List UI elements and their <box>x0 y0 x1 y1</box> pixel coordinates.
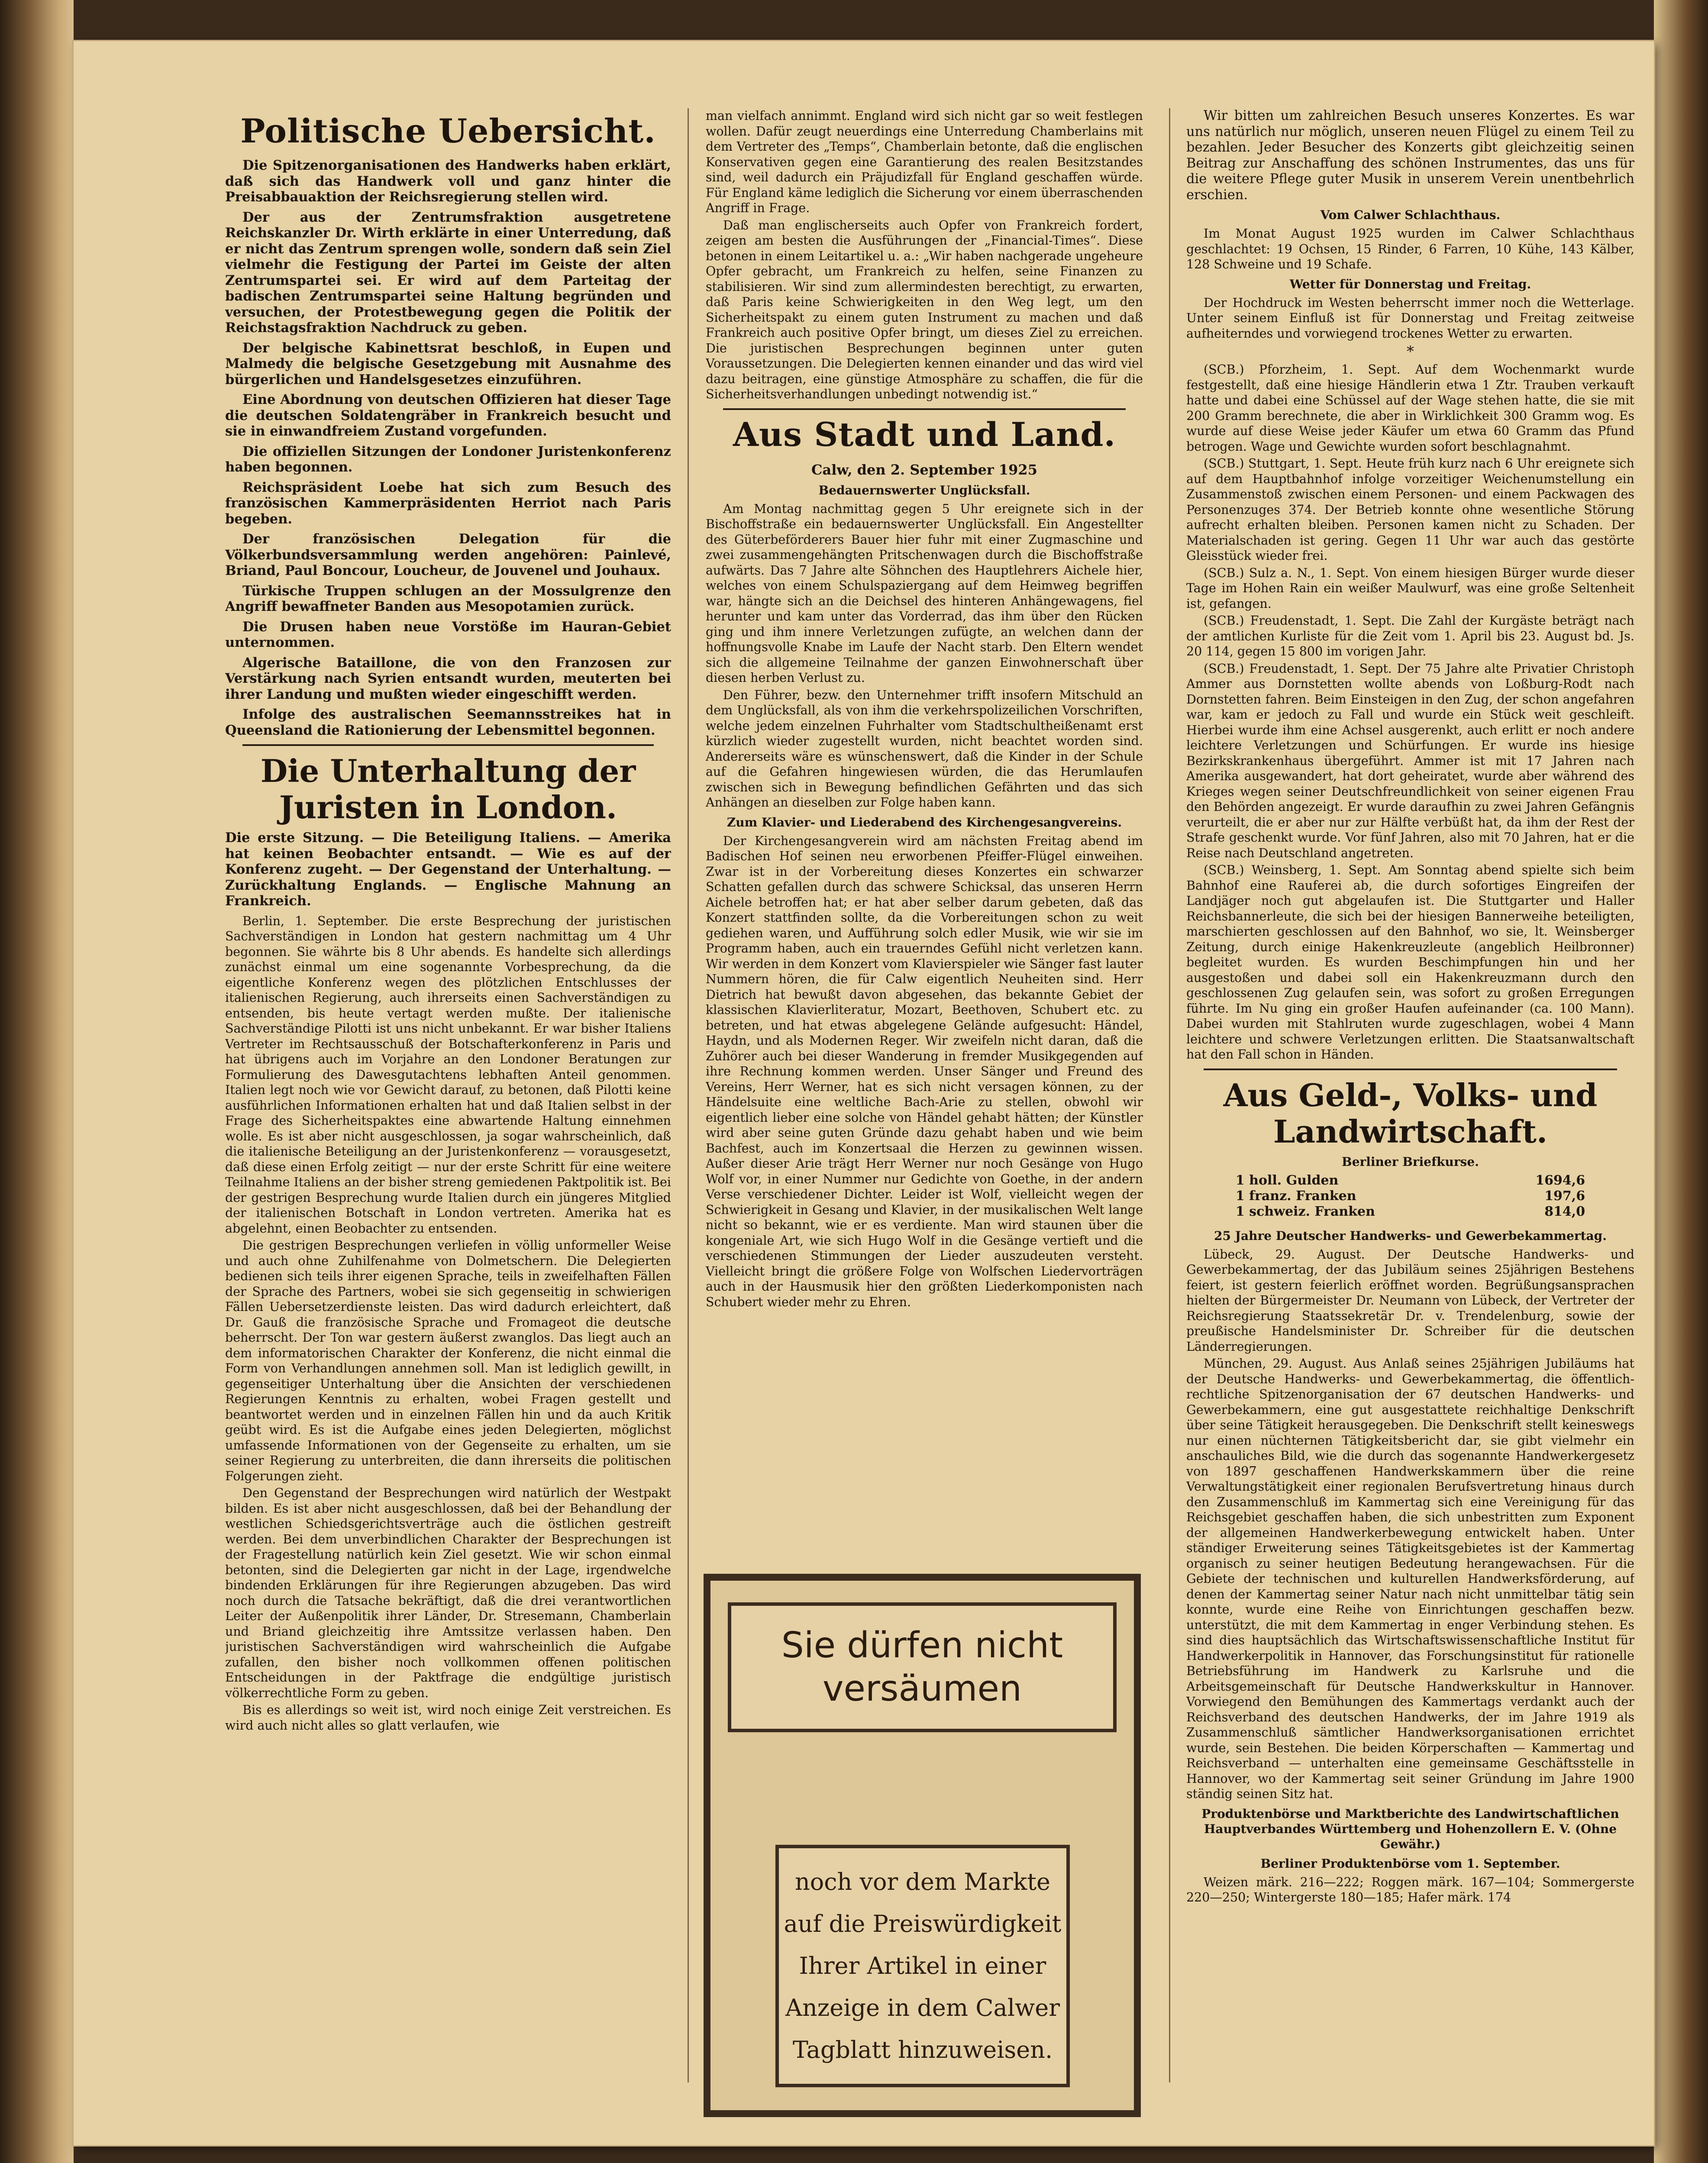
ad-body-line: Ihrer Artikel in einer <box>799 1952 1046 1979</box>
article-title: Wetter für Donnerstag und Freitag. <box>1289 277 1531 291</box>
news-item: (SCB.) Freudenstadt, 1. Sept. Der 75 Jahre alte Privatier Christoph Ammer aus Dornstetten wollte abends von Loßburg-Rodt nach Dornstetten fahren. Beim Einsteigen in den Zug, der schon angefahren war, kam er jedoch zu Fall und wurde ein Stück weit geschleift. Hierbei wurde ihm eine Achsel ausgerenkt, auch erlitt er noch andere leichtere Verletzungen und Schürfungen. Er wurde ins hiesige Bezirkskrankenhaus übergeführt. Ammer ist mit 17 Jahren nach Amerika ausgewandert, hat dort geheiratet, wurde aber während des Krieges wegen seiner Deutschfreundlichkeit von seiner eigenen Frau den Behörden angezeigt. Er wurde daraufhin zu zwei Jahren Gefängnis verurteilt, die er aber nur zur Hälfte verbüßt hat, da ihm der Rest der Strafe geschenkt wurde. Vor fünf Jahren, also mit 70 Jahren, hat er die Reise nach Deutschland angetreten. <box>1186 661 1634 860</box>
ad-headline: versäumen <box>823 1668 1022 1709</box>
article-paragraph: Berlin, 1. September. Die erste Besprechung der juristischen Sachverständigen in London hat gestern nachmittag um 4 Uhr begonnen. Sie währte bis 8 Uhr abends. Es handelte sich allerdings zunächst einmal um eine sogenannte Vorbesprechung, da die eigentliche Konferenz wegen des plötzlichen Entschlusses der italienischen Regierung, auch ihrerseits einen Sachverständigen zu entsenden, bis heute vertagt werden mußte. Der italienische Sachverständige Pilotti ist uns nicht unbekannt. Er war bisher Italiens Vertreter im Rechtsausschuß der Botschafterkonferenz in Paris und hat übrigens auch im Vorjahre an den Londoner Beratungen zur Formulierung des Dawesgutachtens lebhaften Anteil genommen. Italien legt noch wie vor Gewicht darauf, zu betonen, daß Pilotti keine ausführlichen Informationen erhalten hat und daß Italien selbst in der Frage des Sicherheitspaktes eine abwartende Haltung einnehmen wolle. Es ist aber nicht ausgeschlossen, ja sogar wahrscheinlich, daß die italienische Beteiligung an der Juristenkonferenz — vorausgesetzt, daß diese einen Erfolg zeitigt — nur der erste Schritt für eine weitere Teilnahme Italiens an der bisher streng gemiedenen Paktpolitik ist. Bei der gestrigen Besprechung wurde Italien durch ein jüngeres Mitglied der italienischen Botschaft in London vertreten. Amerika hat es abgelehnt, einen Beobachter zu entsenden. <box>225 914 671 1236</box>
column-rule <box>688 108 689 2082</box>
ad-body-line: noch vor dem Markte <box>794 1868 1051 1896</box>
table-row <box>1236 1173 1585 1188</box>
article-heading-jurists: Die Unterhaltung der Juristen in London. <box>260 752 636 826</box>
rates-title: Berliner Briefkurse. <box>1342 1154 1479 1169</box>
news-item: Reichspräsident Loebe hat sich zum Besuch des französischen Kammerpräsidenten Herriot nach Paris begeben. <box>225 479 671 527</box>
section-heading-economy: Aus Geld-, Volks- und Landwirtschaft. <box>1223 1076 1598 1150</box>
advertisement-box <box>704 1574 1141 2117</box>
news-item: Der belgische Kabinettsrat beschloß, in Eupen und Malmedy die belgische Gesetzgebung mit Ausnahme des bürgerlichen und Handelsgesetzes einzuführen. <box>225 340 671 387</box>
article-title: Zum Klavier- und Liederabend des Kirchengesangvereins. <box>726 815 1122 830</box>
article-paragraph: Am Montag nachmittag gegen 5 Uhr ereignete sich in der Bischoffstraße ein bedauernswerter Unglücksfall. Ein Angestellter des Güterbeförderers Bauer hier fuhr mit einer Zugmaschine und zwei zusammengehängten Pritschenwagen durch die Bischoffstraße aufwärts. Das 7 Jahre alte Söhnchen des Hauptlehrers Aichele hier, welches von einem Schulspaziergang auf dem Heimweg begriffen war, hängte sich an die Deichsel des hinteren Anhängewagens, fiel herunter und kam unter das Vorderrad, das ihm über den Rücken ging und ihm innere Verletzungen zufügte, an welchen dann der hoffnungsvolle Knabe im Laufe der Nacht starb. Den Eltern wendet sich die allgemeine Teilnahme der ganzen Einwohnerschaft über diesen herben Verlust zu. <box>706 501 1143 685</box>
news-item: (SCB.) Weinsberg, 1. Sept. Am Sonntag abend spielte sich beim Bahnhof eine Rauferei ab, die durch sofortiges Eingreifen der Landjäger noch gut abgelaufen ist. Die Stuttgarter und Haller Reichsbannerleute, die sich bei der hiesigen Bannerweihe beteiligten, marschierten geschlossen auf den Bahnhof, wo sie, lt. Weinsberger Zeitung, durch einige Hakenkreuzleute (angeblich Heilbronner) begleitet wurden. Es wurden Beschimpfungen hin und her ausgestoßen und dabei soll ein Hakenkreuzmann durch den geschlossenen Zug gelaufen sein, was sofort zu großen Erregungen führte. Im Nu ging ein großer Haufen aufeinander (ca. 100 Mann). Dabei wurden mit Stahlruten wurde zugeschlagen, wobei 4 Mann leichtere und schwere Verletzungen erlitten. Die Staatsanwaltschaft hat den Fall schon in Händen. <box>1186 863 1634 1062</box>
rate-value: 1694,6 <box>1535 1172 1585 1188</box>
column-local <box>706 108 1143 1563</box>
article-paragraph: Daß man englischerseits auch Opfer von Frankreich fordert, zeigen am besten die Ausführungen der „Financial-Times“. Diese betonen in einem Leitartikel u. a.: „Wir haben nachgerade ungeheure Opfer gebracht, um Frankreich zu helfen, seine Finanzen zu stabilisieren. Wir sind zum allermindesten berechtigt, zu erwarten, daß Paris keine Schwierigkeiten in den Weg legt, um den Sicherheitspakt zu einem guten Instrument zu machen und daß Frankreich auch positive Opfer bringt, um dieses Ziel zu erreichen. Die juristischen Besprechungen beginnen unter guten Voraussetzungen. Die Delegierten kennen einander und das wird viel dazu beitragen, eine günstige Atmosphäre zu schaffen, die für die Sicherheitsverhandlungen unbedingt notwendig ist.“ <box>706 218 1143 401</box>
rate-name: 1 holl. Gulden <box>1235 1172 1339 1188</box>
news-item: Infolge des australischen Seemannsstreikes hat in Queensland die Rationierung der Lebensmittel begonnen. <box>225 707 671 738</box>
politics-news-list <box>225 158 671 738</box>
ad-body-line: Anzeige in dem Calwer <box>785 1994 1060 2021</box>
article-title: Bedauernswerter Unglücksfall. <box>818 483 1030 497</box>
article-paragraph: man vielfach annimmt. England wird sich nicht gar so weit festlegen wollen. Dafür zeugt neuerdings eine Unterredung Chamberlains mit dem Vertreter des „Temps“, Chamberlain betonte, daß die englischen Konservativen gegen eine Garantierung des realen Besitzstandes sind, weil dadurch ein Präjudizfall für England geschaffen würde. Für England käme lediglich die Sicherung vor einem überraschenden Angriff in Frage. <box>706 109 1143 215</box>
rate-value: 197,6 <box>1544 1188 1585 1204</box>
column-economy <box>1186 108 1634 2082</box>
column-politics <box>225 108 671 2082</box>
ad-body-box <box>775 1845 1070 2087</box>
table-row <box>1236 1204 1585 1220</box>
article-subheading: Die erste Sitzung. — Die Beteiligung Italiens. — Amerika hat keinen Beobachter entsandt. — Wie es auf der Konferenz zugeht. — Der Gegenstand der Unterhaltung. — Zurückhaltung Englands. — Englische Mahnung an Frankreich. <box>225 830 671 909</box>
section-heading-politics: Politische Uebersicht. <box>240 112 656 150</box>
table-row <box>1236 1188 1585 1204</box>
separator-star: * <box>1407 343 1414 360</box>
news-item: (SCB.) Stuttgart, 1. Sept. Heute früh kurz nach 6 Uhr ereignete sich auf dem Hauptbahnhof infolge vorzeitiger Weichenumstellung ein Zusammenstoß zwischen einem Personen- und einem Packwagen des Personenzuges 374. Der Betrieb konnte ohne wesentliche Störung aufrecht erhalten bleiben. Personen kamen nicht zu Schaden. Der Materialschaden ist gering. Gegen 11 Uhr war auch das gestörte Gleisstück wieder frei. <box>1186 456 1634 563</box>
news-item: Türkische Truppen schlugen an der Mossulgrenze den Angriff bewaffneter Banden aus Mesopotamien zurück. <box>225 583 671 614</box>
ad-headline-box <box>728 1602 1117 1732</box>
article-paragraph: Bis es allerdings so weit ist, wird noch einige Zeit verstreichen. Es wird auch nicht alles so glatt verlaufen, wie <box>225 1703 671 1733</box>
news-item: (SCB.) Pforzheim, 1. Sept. Auf dem Wochenmarkt wurde festgestellt, daß eine hiesige Händlerin etwa 1 Ztr. Trauben verkauft hatte und dabei eine Schüssel auf der Wage stehen hatte, die sie mit 200 Gramm berechnete, die aber in Wirklichkeit 300 Gramm wog. Es wurde auf diese Weise jeder Käufer um etwa 60 Gramm das Pfund betrogen. Wage und Gewichte wurden sofort beschlagnahmt. <box>1186 362 1634 454</box>
article-paragraph: Der Kirchengesangverein wird am nächsten Freitag abend im Badischen Hof seinen neu erworbenen Pfeiffer-Flügel einweihen. Zwar ist in der Vorbereitung dieses Konzertes ein schwarzer Schatten gefallen durch das schwere Schicksal, das unseren Herrn Aichele betroffen hat; er hat aber selber darum gebeten, daß das Konzert stattfinden sollte, da die Vorbereitungen schon zu weit gediehen waren, und Aufführung solch edler Musik, wie wir sie im Programm haben, auch ein trauerndes Gefühl nicht verletzen kann. Wir werden in dem Konzert vom Klavierspieler wie Sänger fast lauter Nummern hören, die für Calw eigentlich Neuheiten sind. Herr Dietrich hat bewußt davon abgesehen, das bekannte Gebiet der klassischen Klavierliteratur, Mozart, Beethoven, Schubert etc. zu betreten, und hat etwas abgelegene Gelände aufgesucht: Händel, Haydn, und als Modernen Reger. Wir zweifeln nicht daran, daß die Zuhörer auch bei dieser Wanderung in fremder Musikgegenden auf ihre Rechnung kommen werden. Unser Sänger und Freund des Vereins, Herr Werner, hat es sich nicht versagen können, zu der Händelsuite eine weltliche Bach-Arie zu stellen, obwohl wir eigentlich lieber eine solche von Händel gehabt hätten; der Künstler wird aber seine guten Gründe dazu gehabt haben und wie beim Bachfest, auch im Konzertsaal die Herzen zu gewinnen wissen. Außer dieser Arie trägt Herr Werner nur noch Gesänge von Hugo Wolf vor, in einer Nummer nur Gedichte von Goethe, in der andern Verse verschiedener Dichter. Leider ist Wolf, vielleicht wegen der Schwierigkeit in Gesang und Klavier, in der musikalischen Welt lange nicht so bekannt, wie er es verdiente. Man wird staunen über die kongeniale Art, wie sich Hugo Wolf in die Gesänge vertieft und die verschiedenen Stimmungen der Lieder auszudeuten versteht. Vielleicht bringt die größere Folge von Wolfschen Liedervorträgen auch in der Hausmusik hier den größten Liederkomponisten nach Schubert wieder mehr zu Ehren. <box>706 833 1143 1309</box>
news-item: Der französischen Delegation für die Völkerbundsversammlung werden angehören: Painlevé, Briand, Paul Boncour, Loucheur, de Jouvenel und Jouhaux. <box>225 531 671 578</box>
article-paragraph: Der Hochdruck im Westen beherrscht immer noch die Wetterlage. Unter seinem Einfluß ist für Donnerstag und Freitag zeitweise aufheiterndes und vorwiegend trockenes Wetter zu erwarten. <box>1186 295 1634 341</box>
rate-name: 1 schweiz. Franken <box>1235 1204 1375 1219</box>
section-divider <box>1204 1069 1617 1070</box>
article-paragraph: Im Monat August 1925 wurden im Calwer Schlachthaus geschlachtet: 19 Ochsen, 15 Rinder, 6 Farren, 10 Kühe, 143 Kälber, 128 Schweine und 19 Schafe. <box>1186 226 1634 271</box>
article-paragraph: Den Führer, bezw. den Unternehmer trifft insofern Mitschuld an dem Unglücksfall, als von ihm die verkehrspolizeilichen Vorschriften, welche jedem einzelnen Fuhrhalter vom Stadtschultheißenamt erst kürzlich wieder zugestellt wurden, nicht beachtet worden sind. Andererseits wäre es wünschenswert, daß die Kinder in der Schule auf die Gefahren hingewiesen würden, die das Herumlaufen zwischen sich in Bewegung befindlichen Gefährten und das sich Anhängen an dieselben zur Folge haben kann. <box>706 688 1143 810</box>
page-edge-shadow <box>1654 0 1708 2163</box>
news-item: Algerische Bataillone, die von den Franzosen zur Verstärkung nach Syrien entsandt wurden, meuterten bei ihrer Landung und mußten wieder eingeschifft werden. <box>225 655 671 702</box>
article-paragraph: München, 29. August. Aus Anlaß seines 25jährigen Jubiläums hat der Deutsche Handwerks- und Gewerbekammertag, die öffentlich-rechtliche Spitzenorganisation der 67 deutschen Handwerks- und Gewerbekammern, eine gut ausgestattete reichhaltige Denkschrift über seine Tätigkeit herausgegeben. Die Denkschrift stellt keineswegs nur einen nüchternen Tätigkeitsbericht dar, sie gibt vielmehr ein anschauliches Bild, wie die durch das sogenannte Handwerkergesetz von 1897 geschaffenen Handwerkskammern über die reine Verwaltungstätigkeit einer regionalen Berufsvertretung hinaus durch den Zusammenschluß im Kammertag sich eine Vereinigung für das Reichsgebiet geschaffen haben, die sich unbestritten zum Exponent der allgemeinen Handwerkerbewegung entwickelt haben. Unter ständiger Erweiterung seines Tätigkeitsgebietes ist der Kammertag organisch zu seiner heutigen Bedeutung herangewachsen. Für die Gebiete der technischen und kulturellen Handwerksförderung, auf denen der Kammertag seiner Natur nach nicht unmittelbar tätig sein konnte, wurde eine Reihe von Einrichtungen geschaffen bezw. unterstützt, die mit dem Kammertag in enger Verbindung stehen. Es sind dies hauptsächlich das Wirtschaftswissenschaftliche Institut für Handwerkerpolitik in Hannover, das Forschungsinstitut für rationelle Betriebsführung im Handwerk zu Karlsruhe und die Arbeitsgemeinschaft für Deutsche Handwerkskultur in Hannover. Vorwiegend den Bemühungen des Kammertags verdankt auch der Reichsverband des deutschen Handwerks, der im Jahre 1919 als Zusammenschluß sämtlicher Handwerksorganisationen errichtet wurde, sein Bestehen. Die beiden Körperschaften — Kammertag und Reichsverband — unterhalten eine gemeinsame Geschäftsstelle in Hannover, wo der Kammertag seit seiner Gründung im Jahre 1900 ständig seinen Sitz hat. <box>1186 1356 1634 1801</box>
news-item: Die Spitzenorganisationen des Handwerks haben erklärt, daß sich das Handwerk voll und ganz hinter die Preisabbauaktion der Reichsregierung stellen wird. <box>225 158 671 205</box>
news-item: Der aus der Zentrumsfraktion ausgetretene Reichskanzler Dr. Wirth erklärte in einer Unterredung, daß er nicht das Zentrum sprengen wolle, sondern daß sein Ziel vielmehr die Festigung der Partei im Geiste der alten Zentrumspartei sei. Er wird auf dem Parteitag der badischen Zentrumspartei seine Haltung begründen und versuchen, der Protestbewegung gegen die Politik der Reichstagsfraktion Nachdruck zu geben. <box>225 209 671 336</box>
section-divider <box>723 408 1126 410</box>
ad-body-line: auf die Preiswürdigkeit <box>784 1910 1062 1938</box>
book-binding-edge <box>0 0 74 2163</box>
rate-name: 1 franz. Franken <box>1235 1188 1356 1204</box>
news-item: Eine Abordnung von deutschen Offizieren hat dieser Tage die deutschen Soldatengräber in Frankreich besucht und sie in einwandfreiem Zustand vorgefunden. <box>225 392 671 439</box>
news-item: Die offiziellen Sitzungen der Londoner Juristenkonferenz haben begonnen. <box>225 443 671 475</box>
news-item: (SCB.) Freudenstadt, 1. Sept. Die Zahl der Kurgäste beträgt nach der amtlichen Kurliste für die Zeit vom 1. April bis 23. August bd. Js. 20 114, gegen 15 800 im vorigen Jahr. <box>1186 613 1634 659</box>
article-title: Vom Calwer Schlachthaus. <box>1320 208 1501 222</box>
exchange-rates-table <box>1236 1173 1585 1220</box>
news-item: Die Drusen haben neue Vorstöße im Hauran-Gebiet unternommen. <box>225 619 671 650</box>
section-divider <box>242 744 654 746</box>
news-item: (SCB.) Sulz a. N., 1. Sept. Von einem hiesigen Bürger wurde dieser Tage im Hohen Rain ein weißer Maulwurf, was eine große Seltenheit ist, gefangen. <box>1186 565 1634 611</box>
article-paragraph: Lübeck, 29. August. Der Deutsche Handwerks- und Gewerbekammertag, der das Jubiläum seines 25jährigen Bestehens feiert, ist gestern feierlich eröffnet worden. Begrüßungsansprachen hielten der Bürgermeister Dr. Neumann von Lübeck, der Vertreter der Reichsregierung Staatssekretär Dr. v. Trendelenburg, sowie der preußische Handelsminister Dr. Schreiber für die deutschen Länderregierungen. <box>1186 1247 1634 1354</box>
ad-body-line: Tagblatt hinzuweisen. <box>792 2036 1053 2063</box>
rate-value: 814,0 <box>1544 1204 1585 1219</box>
article-title: Produktenbörse und Marktberichte des Landwirtschaftlichen Hauptverbandes Württemberg und Hohenzollern E. V. (Ohne Gewähr.) <box>1201 1806 1619 1851</box>
article-paragraph: Weizen märk. 216—222; Roggen märk. 167—104; Sommergerste 220—250; Wintergerste 180—185; Hafer märk. 174 <box>1186 1875 1634 1905</box>
article-paragraph: Wir bitten um zahlreichen Besuch unseres Konzertes. Es war uns natürlich nur möglich, unseren neuen Flügel zu einem Teil zu bezahlen. Jeder Besucher des Konzerts gibt gleichzeitig seinen Beitrag zur Anschaffung des schönen Instrumentes, das uns für die weitere Pflege guter Musik in unserem Verein unentbehrlich erschien. <box>1186 108 1634 203</box>
article-subtitle: Berliner Produktenbörse vom 1. September. <box>1260 1856 1560 1871</box>
ad-headline: Sie dürfen nicht <box>781 1625 1063 1666</box>
article-paragraph: Den Gegenstand der Besprechungen wird natürlich der Westpakt bilden. Es ist aber nicht ausgeschlossen, daß bei der Behandlung der westlichen Schiedsgerichtsverträge auch die östlichen gestreift werden. Bei dem unverbindlichen Charakter der Besprechungen ist der Fragestellung natürlich kein Ziel gesetzt. Wie wir schon einmal betonten, sind die Delegierten gar nicht in der Lage, irgendwelche bindenden Erklärungen für ihre Regierungen abzugeben. Das wird noch durch die Tatsache bekräftigt, daß die drei verantwortlichen Leiter der Außenpolitik ihrer Länder, Dr. Stresemann, Chamberlain und Briand gleichzeitig ihre Amtssitze verlassen haben. Den juristischen Sachverständigen wird wahrscheinlich die Aufgabe zufallen, den bisher noch vollkommen offenen politischen Entscheidungen in der Paktfrage die endgültige juristisch völkerrechtliche Form zu geben. <box>225 1486 671 1700</box>
section-heading-local: Aus Stadt und Land. <box>733 415 1116 454</box>
article-title: 25 Jahre Deutscher Handwerks- und Gewerbekammertag. <box>1214 1228 1607 1243</box>
article-paragraph: Die gestrigen Besprechungen verliefen in völlig unformeller Weise und auch ohne Zuhilfenahme von Dolmetschern. Die Delegierten bedienen sich teils ihrer eigenen Sprache, teils in zweifelhaften Fällen der Sprache des Partners, wobei sie sich gegenseitig in schwierigen Fällen Uebersetzerdienste leisten. Das wird dadurch erleichtert, daß Dr. Gauß die französische Sprache und Fromageot die deutsche beherrscht. Der Ton war gestern äußerst zwanglos. Das liegt auch an dem informatorischen Charakter der Konferenz, die nicht einmal die Form von Verhandlungen annehmen soll. Man ist lediglich gewillt, in gegenseitiger Unterhaltung über die Ansichten der verschiedenen Regierungen Kenntnis zu erhalten, wobei Fragen gestellt und beantwortet werden und in einzelnen Fällen hin und da auch Kritik geübt wird. Es ist die Aufgabe eines jeden Delegierten, möglichst umfassende Informationen von der Gegenseite zu erhalten, um sie seiner Regierung zu unterbreiten, die dann ihrerseits die politischen Folgerungen zieht. <box>225 1238 671 1483</box>
dateline: Calw, den 2. September 1925 <box>811 461 1037 478</box>
column-rule <box>1169 108 1170 2082</box>
